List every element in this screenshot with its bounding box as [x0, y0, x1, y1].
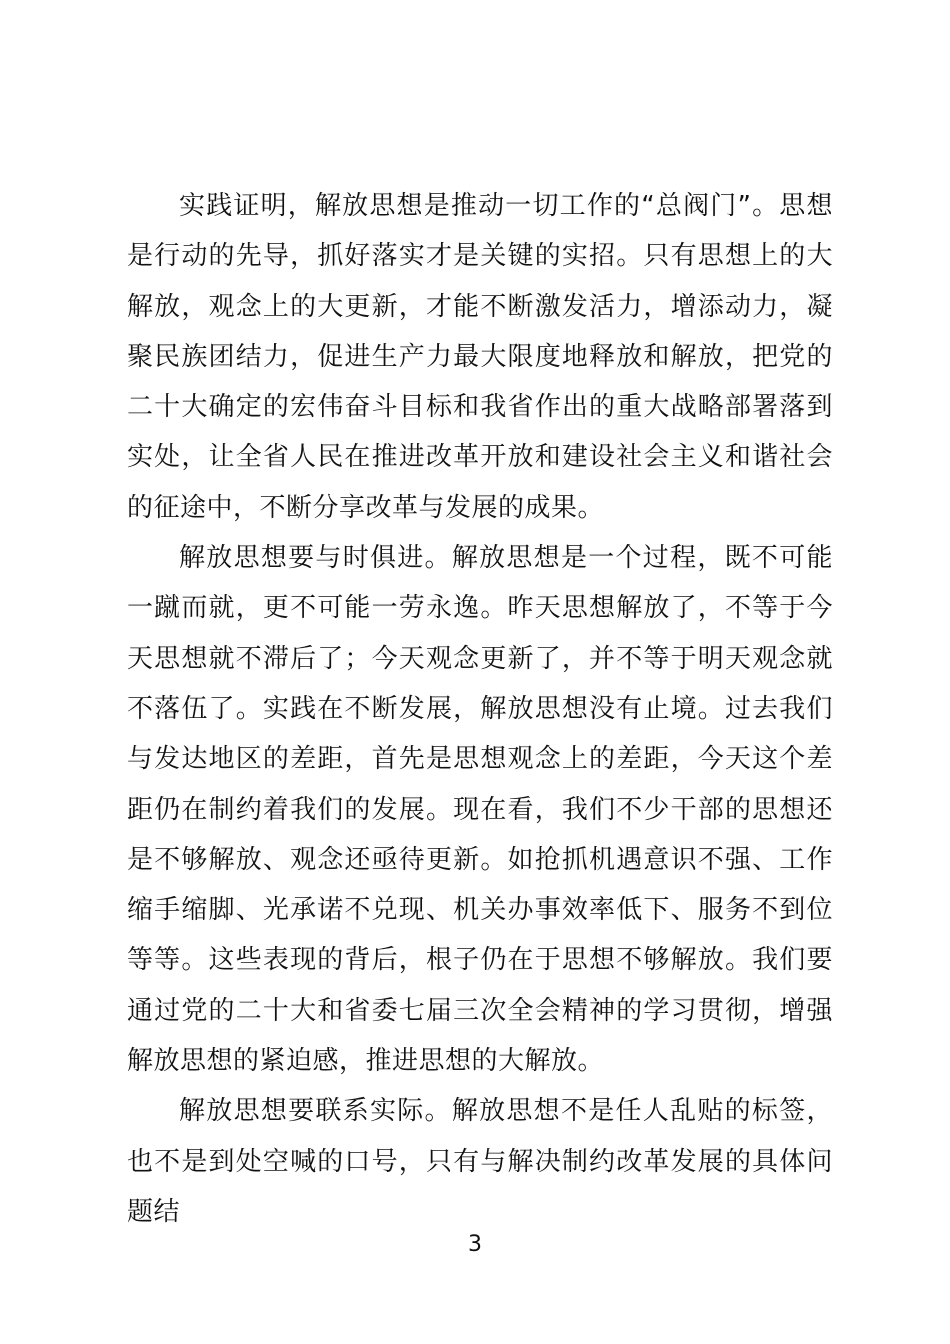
paragraph-2: 解放思想要与时俱进。解放思想是一个过程，既不可能一蹴而就，更不可能一劳永逸。昨天思想解放了，不等于今天思想就不滞后了；今天观念更新了，并不等于明天观念就不落伍了。实践在不断发展，解放思想没有止境。过去我们与发达地区的差距，首先是思想观念上的差距，今天这个差距仍在制约着我们的发展。现在看，我们不少干部的思想还是不够解放、观念还亟待更新。如抢抓机遇意识不强、工作缩手缩脚、光承诺不兑现、机关办事效率低下、服务不到位等等。这些表现的背后，根子仍在于思想不够解放。我们要通过党的二十大和省委七届三次全会精神的学习贯彻，增强解放思想的紧迫感，推进思想的大解放。: [127, 543, 833, 1077]
paragraph-1: 实践证明，解放思想是推动一切工作的“总阀门”。思想是行动的先导，抓好落实才是关键的实招。只有思想上的大解放，观念上的大更新，才能不断激发活力，增添动力，凝聚民族团结力，促进生产力最大限度地释放和解放，把党的二十大确定的宏伟奋斗目标和我省作出的重大战略部署落到实处，让全省人民在推进改革开放和建设社会主义和谐社会的征途中，不断分享改革与发展的成果。: [127, 191, 833, 523]
paragraph-3: 解放思想要联系实际。解放思想不是任人乱贴的标签，也不是到处空喊的口号，只有与解决制约改革发展的具体问题结: [127, 1096, 833, 1227]
page-number: 3: [468, 1232, 482, 1257]
document-body: [127, 181, 833, 1237]
